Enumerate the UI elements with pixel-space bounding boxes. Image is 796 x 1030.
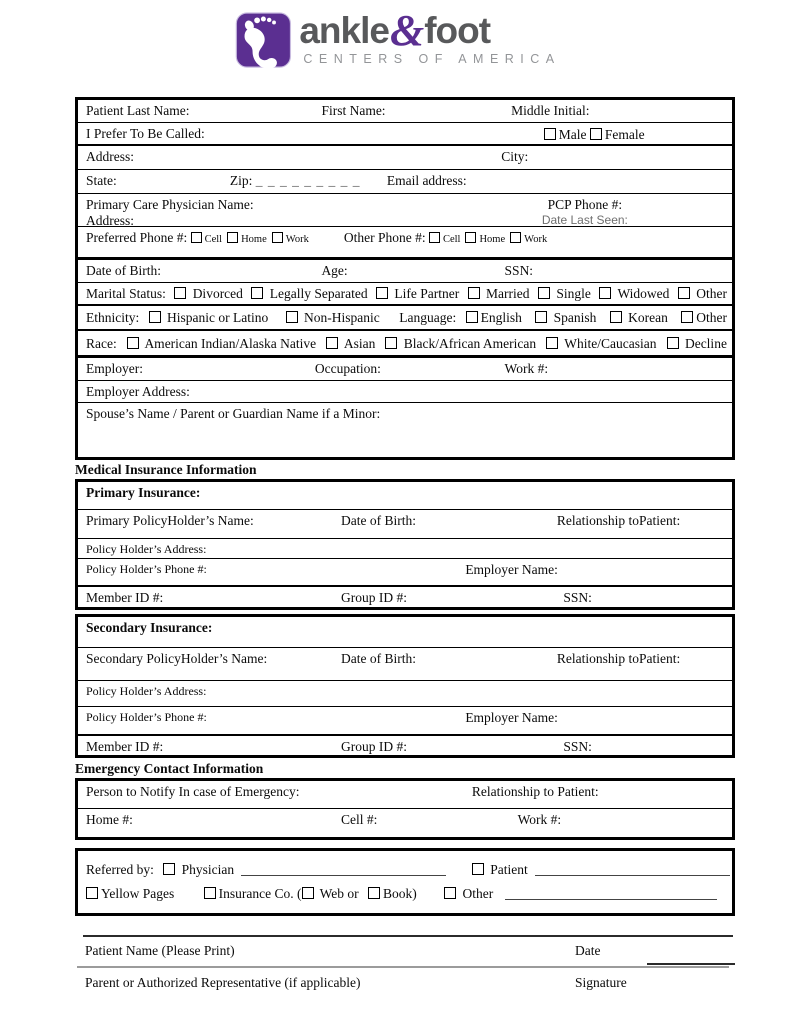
secondary-member-row: [78, 736, 732, 757]
footprint-icon: [235, 12, 293, 72]
logo-subtitle: CENTERS OF AMERICA: [303, 52, 561, 66]
checkbox-icon[interactable]: [667, 337, 679, 349]
dob-row: [78, 260, 732, 283]
checkbox-legally-separated[interactable]: [251, 286, 367, 302]
primary-holder-dob-field[interactable]: Date of Birth:: [341, 513, 417, 528]
checkbox-label: Book): [383, 886, 417, 901]
checkbox-icon[interactable]: [546, 337, 558, 349]
checkbox-male[interactable]: [544, 127, 587, 142]
ethnicity-language-group: [78, 306, 732, 329]
middle-initial-field[interactable]: Middle Initial:: [511, 103, 590, 118]
secondary-ssn-field[interactable]: SSN:: [563, 739, 592, 754]
checkbox-label: Home: [479, 234, 506, 245]
checkbox-label: Non-Hispanic: [303, 310, 380, 325]
referred-by-label: Referred by:: [86, 862, 154, 877]
checkbox-icon[interactable]: [681, 311, 693, 323]
checkbox-referred-physician[interactable]: [163, 862, 234, 877]
checkbox-married[interactable]: [468, 286, 530, 302]
checkbox-icon[interactable]: [326, 337, 338, 349]
work-number-field[interactable]: Work #:: [504, 361, 549, 376]
checkbox-label: Home: [241, 234, 267, 245]
checkbox-icon[interactable]: [368, 887, 380, 899]
checkbox-label: Widowed: [617, 286, 670, 301]
other-phone-field: [314, 227, 552, 248]
logo-word-ankle: ankle: [299, 10, 389, 51]
checkbox-icon[interactable]: [465, 232, 476, 243]
checkbox-icon[interactable]: [302, 887, 314, 899]
checkbox-label: Work: [524, 234, 548, 245]
checkbox-single[interactable]: [538, 286, 591, 302]
checkbox-label: Cell: [442, 234, 461, 245]
signature-label: Signature: [575, 975, 627, 990]
checkbox-icon[interactable]: [251, 287, 263, 299]
primary-insurance-field[interactable]: Primary Insurance:: [86, 485, 201, 500]
checkbox-female[interactable]: [590, 127, 645, 142]
checkbox-icon[interactable]: [544, 128, 556, 140]
spouse-field[interactable]: Spouse’s Name / Parent or Guardian Name if a Minor:: [86, 406, 381, 421]
primary-holder-address-row: [78, 539, 732, 559]
checkbox-icon[interactable]: [535, 311, 547, 323]
checkbox-web[interactable]: [302, 886, 359, 901]
primary-insurance-table: [75, 479, 735, 610]
signature-line-short: [647, 963, 735, 965]
employer-field[interactable]: Employer:: [86, 361, 143, 376]
secondary-holder-name-field[interactable]: Secondary PolicyHolder’s Name:: [86, 651, 268, 666]
marital-label: Marital Status:: [86, 286, 166, 301]
checkbox-icon[interactable]: [127, 337, 139, 349]
secondary-holder-row: [78, 648, 732, 681]
pcp-name-address-field[interactable]: [78, 194, 438, 229]
ethnicity-label: Ethnicity:: [86, 310, 140, 325]
secondary-holder-phone-row: [78, 707, 732, 736]
address-field[interactable]: Address:: [86, 149, 134, 164]
primary-employer-name-field[interactable]: Employer Name:: [465, 562, 558, 577]
checkbox-icon[interactable]: [385, 337, 397, 349]
preferred-name-row: [78, 123, 732, 146]
checkbox-other-home[interactable]: [465, 234, 505, 245]
checkbox-american-indian[interactable]: [127, 336, 316, 353]
checkbox-preferred-home[interactable]: [227, 234, 267, 245]
checkbox-label: Female: [604, 127, 645, 142]
secondary-group-id-field[interactable]: Group ID #:: [341, 739, 408, 754]
pcp-row: [78, 194, 732, 227]
logo-wordmark: [299, 5, 560, 55]
checkbox-label: Legally Separated: [269, 286, 368, 301]
checkbox-label: Life Partner: [394, 286, 460, 301]
checkbox-icon[interactable]: [599, 287, 611, 299]
checkbox-icon[interactable]: [610, 311, 622, 323]
checkbox-label: Divorced: [192, 286, 243, 301]
primary-relationship-field[interactable]: Relationship toPatient:: [556, 513, 681, 528]
checkbox-korean[interactable]: [610, 310, 668, 325]
checkbox-insurance-co[interactable]: [204, 886, 302, 901]
pcp-address-label: Address:: [86, 213, 134, 229]
emergency-section-header: Emergency Contact Information: [75, 761, 735, 779]
marital-row: [78, 283, 732, 306]
checkbox-label: Black/African American: [403, 336, 537, 351]
referral-table: [75, 848, 735, 916]
date-label: Date: [575, 943, 601, 958]
language-group: [399, 310, 727, 327]
ethnicity-row: [78, 306, 732, 331]
checkbox-icon[interactable]: [149, 311, 161, 323]
logo-text: [299, 5, 561, 66]
race-label: Race:: [86, 336, 117, 351]
secondary-relationship-field[interactable]: Relationship toPatient:: [556, 651, 681, 666]
checkbox-label: Work: [285, 234, 309, 245]
ssn-field[interactable]: SSN:: [504, 263, 534, 278]
checkbox-icon[interactable]: [286, 311, 298, 323]
checkbox-other-work[interactable]: [510, 234, 547, 245]
checkbox-language-other[interactable]: [681, 310, 727, 325]
checkbox-label: Spanish: [553, 310, 597, 325]
checkbox-icon[interactable]: [466, 311, 478, 323]
emergency-cell-field[interactable]: Cell #:: [341, 812, 378, 827]
clinic-logo: [235, 5, 561, 72]
occupation-field[interactable]: Occupation:: [314, 361, 381, 376]
name-row: [78, 100, 732, 123]
checkbox-label: Single: [556, 286, 591, 301]
checkbox-icon[interactable]: [204, 887, 216, 899]
employer-row: [78, 358, 732, 381]
checkbox-icon[interactable]: [86, 887, 98, 899]
checkbox-race-decline[interactable]: [667, 336, 727, 353]
primary-holder-row: [78, 510, 732, 539]
gender-group: [536, 123, 645, 145]
marital-group: [78, 283, 732, 304]
pcp-phone-label: PCP Phone #:: [547, 197, 623, 212]
checkbox-label: American Indian/Alaska Native: [144, 336, 317, 351]
employer-address-field[interactable]: Employer Address:: [86, 384, 190, 399]
patient-info-table: [75, 97, 735, 460]
checkbox-icon[interactable]: [590, 128, 602, 140]
secondary-insurance-table: [75, 614, 735, 758]
city-field[interactable]: City:: [501, 149, 529, 164]
email-field[interactable]: Email address:: [386, 173, 467, 188]
logo-word-foot: foot: [424, 10, 491, 51]
secondary-holder-phone-field[interactable]: Policy Holder’s Phone #:: [86, 710, 207, 724]
primary-ssn-field[interactable]: SSN:: [563, 590, 592, 605]
phone-row: [78, 227, 732, 260]
signature-line-1: [83, 935, 733, 937]
checkbox-marital-other[interactable]: [678, 286, 727, 302]
insurance-section-header: Medical Insurance Information: [75, 462, 735, 480]
checkbox-icon[interactable]: [272, 232, 283, 243]
checkbox-label: Yellow Pages: [101, 886, 175, 901]
address-row: [78, 146, 732, 170]
pcp-name-label: Primary Care Physician Name:: [86, 197, 254, 212]
zip-label: Zip:: [229, 173, 253, 188]
dob-field[interactable]: Date of Birth:: [86, 263, 161, 278]
checkbox-label: English: [480, 310, 522, 325]
checkbox-icon[interactable]: [174, 287, 186, 299]
primary-holder-address-field[interactable]: Policy Holder’s Address:: [86, 542, 207, 556]
zip-blanks[interactable]: _ _ _ _ _ _ _ _ _: [255, 173, 361, 188]
checkbox-icon[interactable]: [227, 232, 238, 243]
checkbox-referral-other[interactable]: [444, 886, 493, 901]
checkbox-asian[interactable]: [326, 336, 375, 353]
age-field[interactable]: Age:: [321, 263, 348, 278]
checkbox-icon[interactable]: [468, 287, 480, 299]
checkbox-label: Decline: [684, 336, 727, 351]
date-last-seen-label: Date Last Seen:: [541, 213, 628, 228]
secondary-holder-address-field[interactable]: Policy Holder’s Address:: [86, 684, 207, 698]
secondary-holder-dob-field[interactable]: Date of Birth:: [341, 651, 417, 666]
checkbox-icon[interactable]: [510, 232, 521, 243]
emergency-relationship-field[interactable]: Relationship to Patient:: [471, 784, 599, 799]
checkbox-preferred-work[interactable]: [272, 234, 309, 245]
emergency-phones-row: [78, 809, 732, 830]
checkbox-life-partner[interactable]: [376, 286, 459, 302]
primary-holder-phone-field[interactable]: Policy Holder’s Phone #:: [86, 562, 207, 576]
parent-representative-label: Parent or Authorized Representative (if applicable): [85, 975, 361, 990]
pcp-phone-field[interactable]: [438, 194, 732, 226]
checkbox-label: Male: [558, 127, 587, 142]
language-label: Language:: [399, 310, 457, 325]
preferred-phone-label: Preferred Phone #:: [86, 230, 188, 245]
checkbox-label: Married: [486, 286, 530, 301]
state-zip-row: [78, 170, 732, 194]
checkbox-black[interactable]: [385, 336, 536, 353]
checkbox-book[interactable]: [368, 886, 417, 901]
checkbox-icon[interactable]: [429, 232, 440, 243]
checkbox-icon[interactable]: [472, 863, 484, 875]
checkbox-label: Other: [696, 286, 727, 301]
checkbox-icon[interactable]: [191, 232, 202, 243]
primary-member-id-field[interactable]: Member ID #:: [86, 590, 164, 605]
referral-line-1: [78, 854, 732, 880]
emergency-person-field[interactable]: Person to Notify In case of Emergency:: [86, 784, 300, 799]
referral-line-2: [78, 883, 732, 908]
ethnicity-group: [86, 310, 380, 327]
prefer-called-field[interactable]: I Prefer To Be Called:: [86, 126, 205, 141]
checkbox-hispanic[interactable]: [149, 310, 269, 325]
patient-name-blank[interactable]: [535, 864, 730, 876]
checkbox-widowed[interactable]: [599, 286, 669, 302]
checkbox-label: Physician: [181, 862, 235, 877]
signature-line-2: [77, 966, 729, 968]
primary-group-id-field[interactable]: Group ID #:: [341, 590, 408, 605]
checkbox-label: White/Caucasian: [564, 336, 657, 351]
primary-insurance-title-row: [78, 482, 732, 510]
checkbox-label: Korean: [628, 310, 668, 325]
checkbox-yellow-pages[interactable]: [86, 886, 174, 901]
zip-field[interactable]: [222, 170, 379, 193]
secondary-holder-address-row: [78, 681, 732, 707]
emergency-contact-table: [75, 778, 735, 840]
primary-holder-name-field[interactable]: Primary PolicyHolder’s Name:: [86, 513, 254, 528]
checkbox-divorced[interactable]: [174, 286, 243, 302]
checkbox-icon[interactable]: [444, 887, 456, 899]
emergency-work-field[interactable]: Work #:: [517, 812, 562, 827]
logo-ampersand: &: [389, 5, 424, 55]
checkbox-referred-patient[interactable]: [472, 862, 528, 877]
other-phone-label: Other Phone #:: [343, 230, 426, 245]
race-group: [78, 331, 732, 355]
checkbox-label: Patient: [490, 862, 528, 877]
checkbox-label: Hispanic or Latino: [167, 310, 269, 325]
physician-name-blank[interactable]: [241, 864, 446, 876]
checkbox-white[interactable]: [546, 336, 656, 353]
state-field[interactable]: State:: [86, 173, 117, 188]
checkbox-label: Insurance Co. (: [218, 886, 302, 901]
employer-address-row: [78, 381, 732, 403]
spouse-row: [78, 403, 732, 457]
checkbox-english[interactable]: [466, 310, 522, 325]
emergency-home-field[interactable]: Home #:: [86, 812, 133, 827]
checkbox-icon[interactable]: [678, 287, 690, 299]
secondary-insurance-title-row: [78, 617, 732, 648]
checkbox-label: Asian: [343, 336, 376, 351]
referral-row-2: [78, 883, 732, 908]
checkbox-other-cell[interactable]: [429, 234, 461, 245]
checkbox-label: Web or: [319, 886, 359, 901]
other-referral-blank[interactable]: [505, 888, 717, 900]
first-name-field[interactable]: First Name:: [321, 103, 386, 118]
secondary-member-id-field[interactable]: Member ID #:: [86, 739, 164, 754]
checkbox-icon[interactable]: [163, 863, 175, 875]
checkbox-non-hispanic[interactable]: [286, 310, 380, 325]
race-row: [78, 331, 732, 358]
patient-name-print-label: Patient Name (Please Print): [85, 943, 235, 958]
secondary-insurance-field[interactable]: Secondary Insurance:: [86, 620, 213, 635]
checkbox-label: Other: [696, 310, 727, 325]
checkbox-icon[interactable]: [376, 287, 388, 299]
checkbox-preferred-cell[interactable]: [191, 234, 223, 245]
secondary-employer-name-field[interactable]: Employer Name:: [465, 710, 558, 725]
checkbox-icon[interactable]: [538, 287, 550, 299]
primary-member-row: [78, 587, 732, 608]
checkbox-label: Other: [462, 886, 494, 901]
primary-holder-phone-row: [78, 559, 732, 587]
last-name-field[interactable]: Patient Last Name:: [86, 103, 190, 118]
referral-row-1: [78, 851, 732, 883]
preferred-phone-field: [78, 227, 314, 248]
checkbox-label: Cell: [204, 234, 223, 245]
checkbox-spanish[interactable]: [535, 310, 596, 325]
emergency-person-row: [78, 781, 732, 809]
